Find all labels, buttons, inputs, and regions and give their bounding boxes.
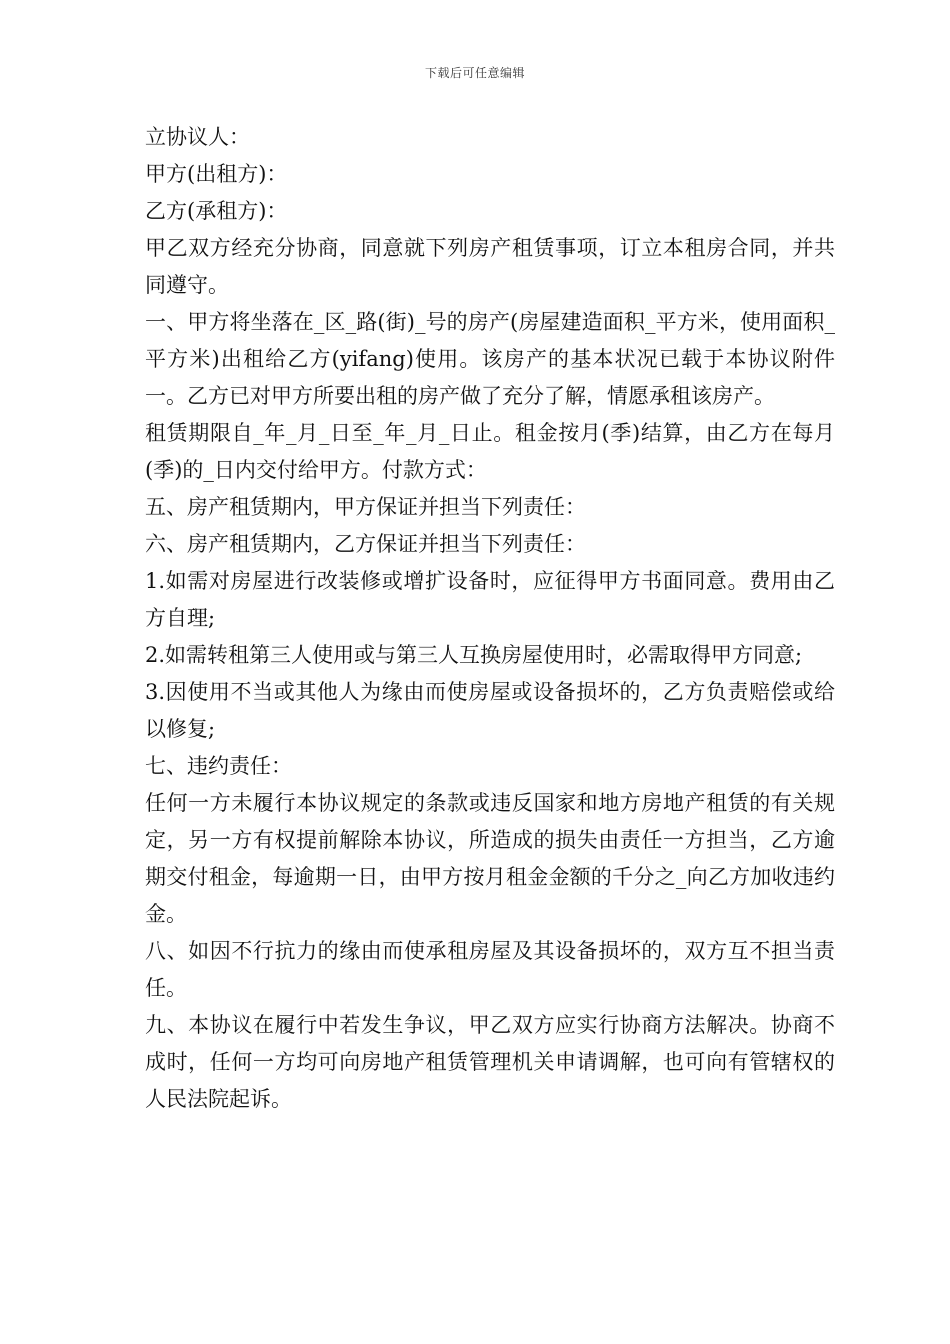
paragraph-clause-7: 七、违约责任：: [145, 754, 292, 778]
paragraph-clause-8: 八、如因不行抗力的缘由而使承租房屋及其设备损坏的，双方互不担当责任。: [145, 939, 835, 1000]
document-body: [145, 119, 835, 1118]
paragraph-agreement-intro: 甲乙双方经充分协商，同意就下列房产租赁事项，订立本租房合同，并共同遵守。: [145, 236, 835, 297]
paragraph-clause-6-item-3: 3.因使用不当或其他人为缘由而使房屋或设备损坏的，乙方负责赔偿或给以修复;: [145, 680, 835, 741]
paragraph-clause-5: 五、房产租赁期内，甲方保证并担当下列责任：: [145, 495, 586, 519]
paragraph-party-b: 乙方(承租方)：: [145, 199, 288, 223]
paragraph-lease-term: 租赁期限自_年_月_日至_年_月_日止。租金按月(季)结算，由乙方在每月(季)的_日内交付给甲方。付款方式：: [145, 421, 835, 482]
paragraph-clause-6-item-2: 2.如需转租第三人使用或与第三人互换房屋使用时，必需取得甲方同意;: [145, 643, 803, 667]
paragraph-clause-6: 六、房产租赁期内，乙方保证并担当下列责任：: [145, 532, 586, 556]
paragraph-clause-9: 九、本协议在履行中若发生争议，甲乙双方应实行协商方法解决。协商不成时，任何一方均可向房地产租赁管理机关申请调解，也可向有管辖权的人民法院起诉。: [145, 1013, 835, 1111]
paragraph-clause-1: 一、甲方将坐落在_区_路(街)_号的房产(房屋建造面积_平方米，使用面积_平方米)出租给乙方(yifang)使用。该房产的基本状况已载于本协议附件一。乙方已对甲方所要出租的房产做了充分了解，情愿承租该房产。: [145, 310, 835, 408]
paragraph-party-a: 甲方(出租方)：: [145, 162, 288, 186]
paragraph-clause-6-item-1: 1.如需对房屋进行改装修或增扩设备时，应征得甲方书面同意。费用由乙方自理;: [145, 569, 835, 630]
paragraph-parties-title: 立协议人：: [145, 125, 250, 149]
header-note: 下载后可任意编辑: [424, 66, 525, 80]
paragraph-clause-7-detail: 任何一方未履行本协议规定的条款或违反国家和地方房地产租赁的有关规定，另一方有权提前解除本协议，所造成的损失由责任一方担当，乙方逾期交付租金，每逾期一日，由甲方按月租金金额的千分之_向乙方加收违约金。: [145, 791, 835, 926]
